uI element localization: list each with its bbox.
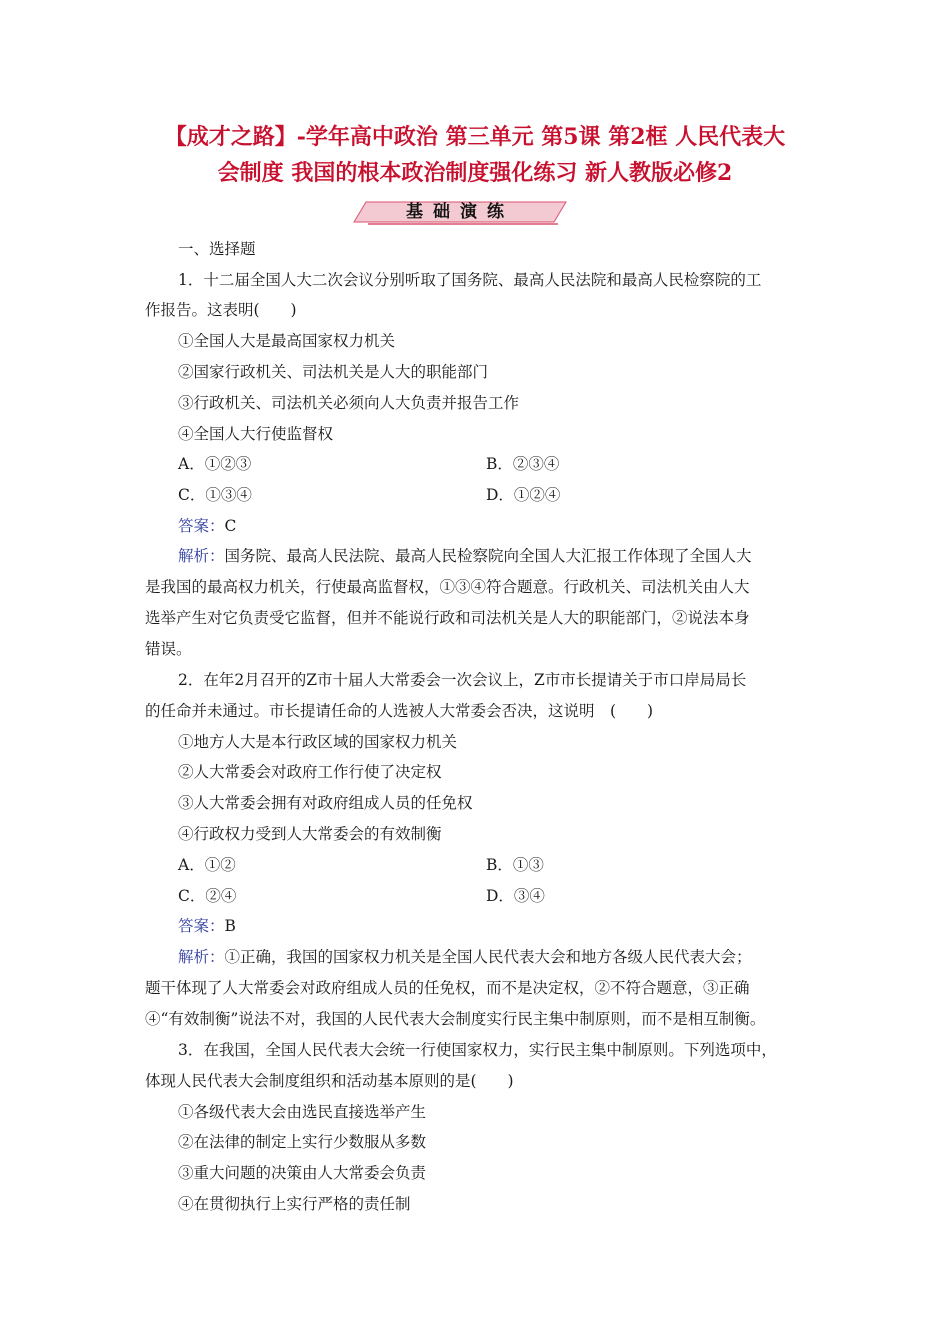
analysis-label: 解析： [178, 547, 225, 565]
q1-answer [178, 515, 236, 537]
q1-stem-line-1: 1．十二届全国人大二次会议分别听取了国务院、最高人民法院和最高人民检察院的工 [178, 271, 762, 289]
q2-answer [178, 915, 236, 937]
q2-option-b: B．①③ [486, 856, 544, 874]
q1-option-d: D．①②④ [486, 486, 561, 504]
q2-analysis-line-1 [178, 946, 752, 968]
q1-analysis-line-3: 选举产生对它负责受它监督，但并不能说行政和司法机关是人大的职能部门，②说法本身 [145, 609, 750, 627]
q1-analysis-text-1: 国务院、最高人民法院、最高人民检察院向全国人大汇报工作体现了全国人大 [224, 547, 752, 565]
q2-item-2: ②人大常委会对政府工作行使了决定权 [178, 763, 442, 781]
section-badge [352, 198, 568, 226]
answer-label: 答案： [178, 517, 225, 535]
q2-analysis-line-2: 题干体现了人大常委会对政府组成人员的任免权，而不是决定权，②不符合题意，③正确 [145, 979, 750, 997]
q1-analysis-line-2: 是我国的最高权力机关，行使最高监督权，①③④符合题意。行政机关、司法机关由人大 [145, 578, 750, 596]
q1-option-a: A．①②③ [178, 455, 252, 473]
section-badge-label: 基础演练 [406, 202, 514, 222]
q2-option-d: D．③④ [486, 887, 545, 905]
q1-item-3: ③行政机关、司法机关必须向人大负责并报告工作 [178, 394, 520, 412]
q1-answer-value: C [224, 517, 237, 535]
q3-item-4: ④在贯彻执行上实行严格的责任制 [178, 1195, 411, 1213]
q1-item-4: ④全国人大行使监督权 [178, 425, 334, 443]
q2-answer-value: B [224, 917, 236, 935]
q1-item-2: ②国家行政机关、司法机关是人大的职能部门 [178, 363, 489, 381]
q2-stem-line-2: 的任命并未通过。市长提请任命的人选被人大常委会否决，这说明 ( ) [145, 702, 654, 720]
q2-item-1: ①地方人大是本行政区域的国家权力机关 [178, 733, 458, 751]
q1-option-b: B．②③④ [486, 455, 560, 473]
q3-item-2: ②在法律的制定上实行少数服从多数 [178, 1133, 427, 1151]
q2-item-3: ③人大常委会拥有对政府组成人员的任免权 [178, 794, 473, 812]
document-title-line-1: 【成才之路】-学年高中政治 第三单元 第5课 第2框 人民代表大 [164, 124, 786, 150]
q2-option-c: C．②④ [178, 887, 237, 905]
q2-analysis-line-3: ④“有效制衡”说法不对，我国的人民代表大会制度实行民主集中制原则，而不是相互制衡。 [145, 1010, 766, 1028]
q1-stem-line-2: 作报告。这表明( ) [145, 301, 297, 319]
q2-stem-line-1: 2．在年2月召开的Z市十届人大常委会一次会议上，Z市市长提请关于市口岸局局长 [178, 671, 747, 689]
document-title-line-2: 会制度 我国的根本政治制度强化练习 新人教版必修2 [217, 160, 733, 186]
q2-analysis-text-1: ①正确，我国的国家权力机关是全国人民代表大会和地方各级人民代表大会； [224, 948, 752, 966]
section-heading: 一、选择题 [178, 240, 256, 258]
q3-item-1: ①各级代表大会由选民直接选举产生 [178, 1103, 427, 1121]
answer-label: 答案： [178, 917, 225, 935]
q1-analysis-line-1 [178, 545, 752, 567]
q2-item-4: ④行政权力受到人大常委会的有效制衡 [178, 825, 442, 843]
q1-option-c: C．①③④ [178, 486, 252, 504]
analysis-label: 解析： [178, 948, 225, 966]
q2-option-a: A．①② [178, 856, 236, 874]
q3-stem-line-2: 体现人民代表大会制度组织和活动基本原则的是( ) [145, 1072, 514, 1090]
q3-stem-line-1: 3．在我国，全国人民代表大会统一行使国家权力，实行民主集中制原则。下列选项中， [178, 1041, 777, 1059]
q1-analysis-line-4: 错误。 [145, 640, 192, 658]
q3-item-3: ③重大问题的决策由人大常委会负责 [178, 1164, 427, 1182]
q1-item-1: ①全国人大是最高国家权力机关 [178, 332, 396, 350]
